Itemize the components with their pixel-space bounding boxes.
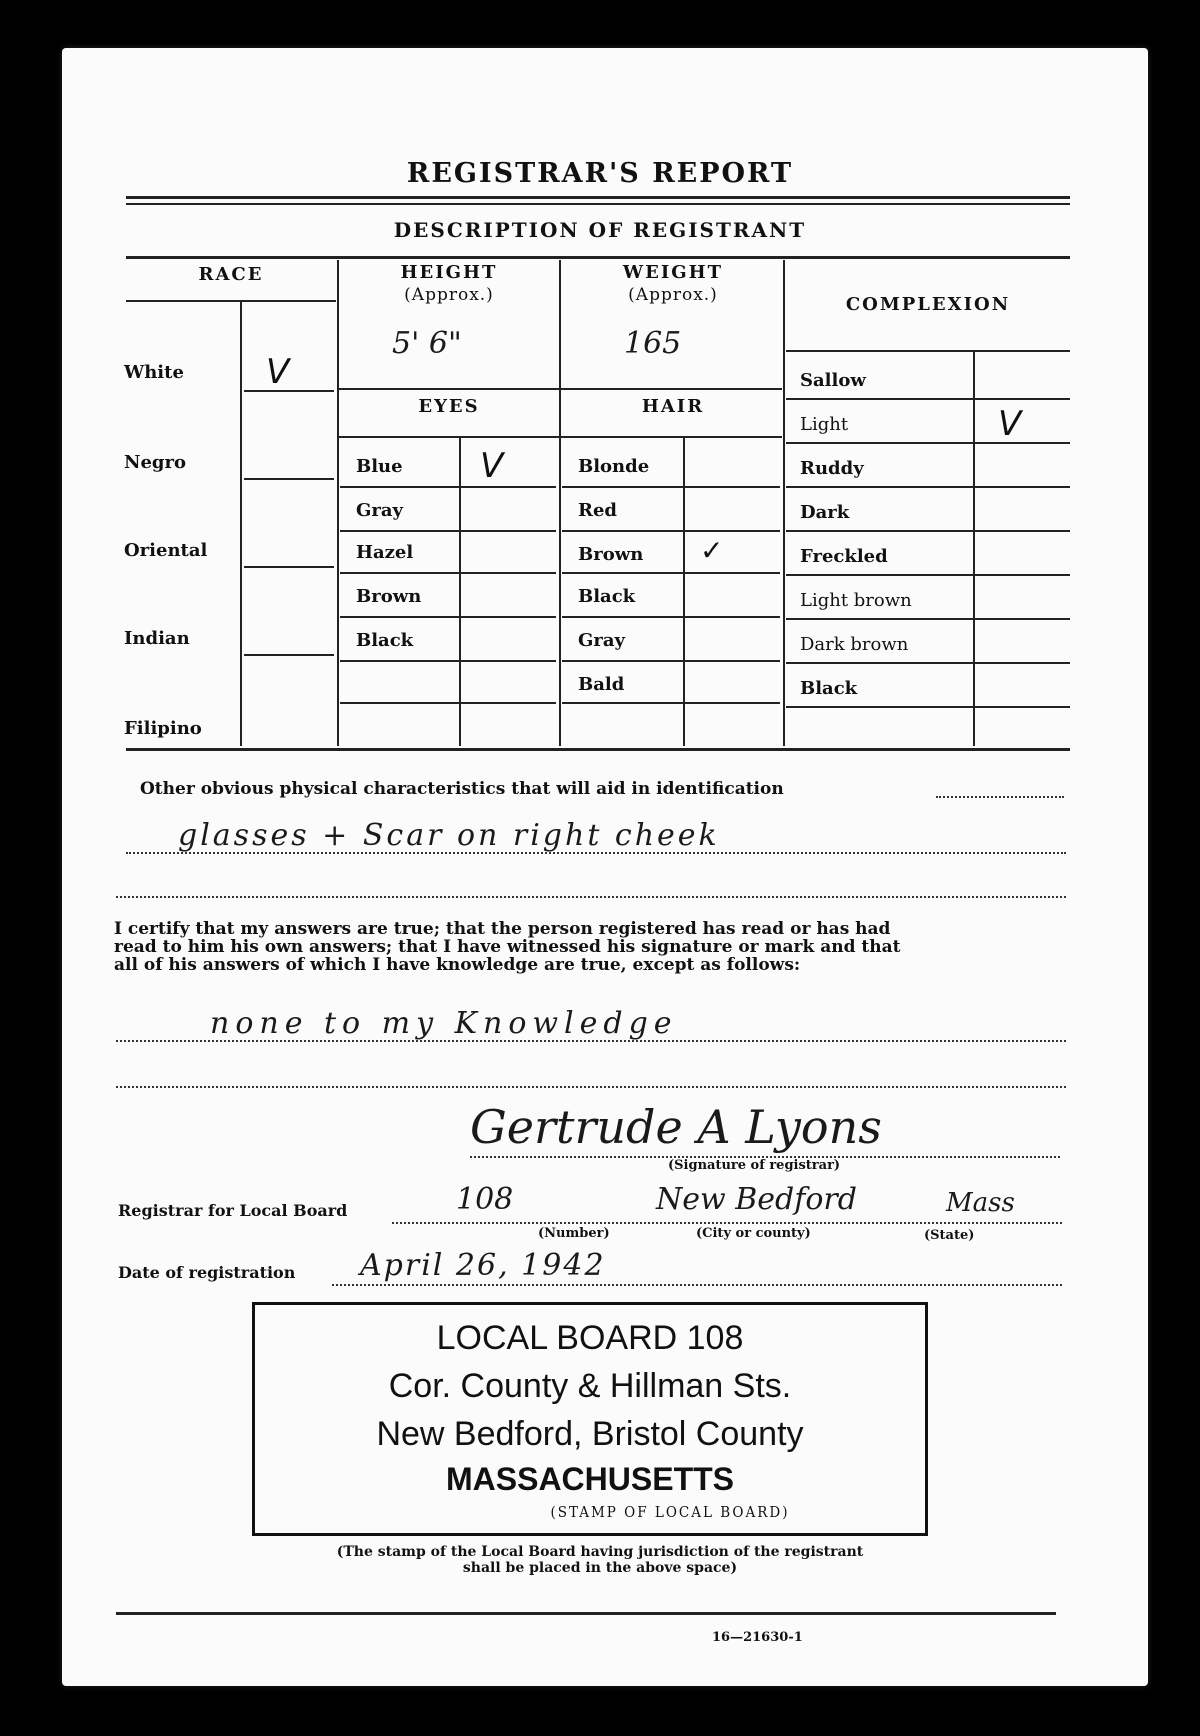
height-header-label: HEIGHT bbox=[400, 262, 498, 283]
other-characteristics-value: glasses + Scar on right cheek bbox=[178, 818, 720, 853]
date-label: Date of registration bbox=[118, 1263, 296, 1282]
eyes-hair-header-rule bbox=[338, 436, 782, 438]
hair-mark-divider bbox=[683, 438, 685, 746]
eye-black: Black bbox=[356, 630, 414, 651]
complexion-dark-brown: Dark brown bbox=[800, 634, 909, 655]
col-divider-3 bbox=[783, 260, 785, 746]
weight-header-sub: (Approx.) bbox=[628, 285, 718, 305]
race-row-rule bbox=[244, 566, 334, 568]
board-city-caption: (City or county) bbox=[696, 1226, 811, 1241]
hair-bald: Bald bbox=[578, 674, 625, 695]
race-filipino: Filipino bbox=[124, 718, 202, 739]
certify-line-1: I certify that my answers are true; that the person registered has read or has had bbox=[114, 919, 891, 939]
other-label-dots bbox=[936, 796, 1064, 798]
other-characteristics-label: Other obvious physical characteristics that will aid in identification bbox=[140, 779, 784, 799]
hair-row-rule bbox=[562, 530, 780, 532]
other-blank-line bbox=[116, 896, 1066, 898]
board-label: Registrar for Local Board bbox=[118, 1201, 348, 1220]
complexion-row-rule bbox=[786, 662, 1070, 664]
local-board-stamp-box bbox=[252, 1302, 928, 1536]
complexion-row-rule bbox=[786, 574, 1070, 576]
section-subtitle: DESCRIPTION OF REGISTRANT bbox=[393, 218, 807, 242]
hair-row-rule bbox=[562, 572, 780, 574]
complexion-mark-divider bbox=[973, 352, 975, 746]
complexion-black: Black bbox=[800, 678, 858, 699]
other-value-line bbox=[126, 852, 1066, 854]
race-indian: Indian bbox=[124, 628, 190, 649]
eye-row-rule bbox=[340, 486, 556, 488]
complexion-row-rule bbox=[786, 442, 1070, 444]
race-white-check: V bbox=[266, 352, 290, 392]
hair-row-rule bbox=[562, 660, 780, 662]
hair-row-rule bbox=[562, 702, 780, 704]
hair-brown-check: ✓ bbox=[700, 534, 724, 567]
eye-row-rule bbox=[340, 572, 556, 574]
board-state: Mass bbox=[946, 1188, 1015, 1218]
complexion-row-rule bbox=[786, 530, 1070, 532]
stamp-note-line-1: (The stamp of the Local Board having jurisdiction of the registrant bbox=[336, 1544, 864, 1560]
exceptions-blank-line bbox=[116, 1086, 1066, 1088]
hair-row-rule bbox=[562, 486, 780, 488]
weight-header bbox=[562, 262, 784, 306]
exceptions-value: none to my Knowledge bbox=[210, 1006, 678, 1041]
eye-row-rule bbox=[340, 616, 556, 618]
date-value: April 26, 1942 bbox=[360, 1248, 606, 1283]
stamp-line-4: MASSACHUSETTS bbox=[445, 1461, 734, 1497]
weight-header-label: WEIGHT bbox=[622, 262, 724, 283]
race-row-rule bbox=[244, 478, 334, 480]
registrar-signature: Gertrude A Lyons bbox=[470, 1100, 882, 1154]
eye-blue-check: V bbox=[480, 446, 504, 486]
bottom-rule bbox=[116, 1612, 1056, 1615]
eye-hazel: Hazel bbox=[356, 542, 414, 563]
signature-caption: (Signature of registrar) bbox=[668, 1158, 841, 1173]
stamp-line-1: LOCAL BOARD 108 bbox=[436, 1319, 744, 1357]
board-city: New Bedford bbox=[656, 1182, 857, 1217]
certify-line-3: all of his answers of which I have knowledge are true, except as follows: bbox=[114, 955, 801, 975]
date-line bbox=[332, 1284, 1062, 1286]
subtitle-rule bbox=[126, 256, 1070, 259]
weight-value: 165 bbox=[624, 326, 682, 361]
hair-row-rule bbox=[562, 616, 780, 618]
eye-mark-divider bbox=[459, 438, 461, 746]
complexion-ruddy: Ruddy bbox=[800, 458, 864, 479]
eye-brown: Brown bbox=[356, 586, 422, 607]
stamp-line-3: New Bedford, Bristol County bbox=[376, 1415, 804, 1453]
eye-row-rule bbox=[340, 660, 556, 662]
eye-row-rule bbox=[340, 530, 556, 532]
col-divider-2 bbox=[559, 260, 561, 746]
hair-red: Red bbox=[578, 500, 617, 521]
hair-header: HAIR bbox=[641, 396, 705, 417]
race-oriental: Oriental bbox=[124, 540, 208, 561]
complexion-row-rule bbox=[786, 706, 1070, 708]
complexion-row-rule bbox=[786, 398, 1070, 400]
board-state-caption: (State) bbox=[924, 1228, 975, 1243]
hair-gray: Gray bbox=[578, 630, 625, 651]
stamp-line-2: Cor. County & Hillman Sts. bbox=[388, 1367, 792, 1405]
complexion-freckled: Freckled bbox=[800, 546, 888, 567]
stamp-caption: (STAMP OF LOCAL BOARD) bbox=[550, 1503, 790, 1521]
col-divider-1 bbox=[337, 260, 339, 746]
complexion-light-check: V bbox=[998, 404, 1022, 444]
race-header-rule bbox=[126, 300, 336, 302]
complexion-row-rule bbox=[786, 486, 1070, 488]
race-negro: Negro bbox=[124, 452, 186, 473]
certify-line-2: read to him his own answers; that I have witnessed his signature or mark and that bbox=[114, 937, 901, 957]
complexion-header: COMPLEXION bbox=[845, 294, 1011, 315]
complexion-light: Light bbox=[800, 414, 849, 435]
eye-row-rule bbox=[340, 702, 556, 704]
race-row-rule bbox=[244, 654, 334, 656]
board-line bbox=[392, 1222, 1062, 1224]
race-header: RACE bbox=[198, 264, 264, 285]
complexion-dark: Dark bbox=[800, 502, 850, 523]
board-number: 108 bbox=[456, 1182, 514, 1217]
race-mark-divider bbox=[240, 300, 242, 746]
hair-brown: Brown bbox=[578, 544, 644, 565]
complexion-sallow: Sallow bbox=[800, 370, 866, 391]
title-rule bbox=[126, 196, 1070, 199]
eye-gray: Gray bbox=[356, 500, 403, 521]
height-header-sub: (Approx.) bbox=[404, 285, 494, 305]
stamp-note-line-2: shall be placed in the above space) bbox=[462, 1560, 738, 1576]
complexion-row-rule bbox=[786, 618, 1070, 620]
title-rule-2 bbox=[126, 203, 1070, 205]
complexion-header-rule bbox=[786, 350, 1070, 352]
eyes-header: EYES bbox=[418, 396, 480, 417]
hair-black: Black bbox=[578, 586, 636, 607]
height-header bbox=[338, 262, 560, 306]
board-number-caption: (Number) bbox=[538, 1226, 610, 1241]
eye-blue: Blue bbox=[356, 456, 403, 477]
height-value: 5' 6" bbox=[392, 326, 462, 361]
complexion-light-brown: Light brown bbox=[800, 590, 912, 611]
exceptions-line bbox=[116, 1040, 1066, 1042]
hair-blonde: Blonde bbox=[578, 456, 650, 477]
report-title: REGISTRAR'S REPORT bbox=[406, 158, 794, 189]
table-bottom-rule bbox=[126, 748, 1070, 751]
height-weight-rule bbox=[338, 388, 782, 390]
race-white: White bbox=[124, 362, 184, 383]
form-number: 16—21630-1 bbox=[712, 1630, 803, 1645]
